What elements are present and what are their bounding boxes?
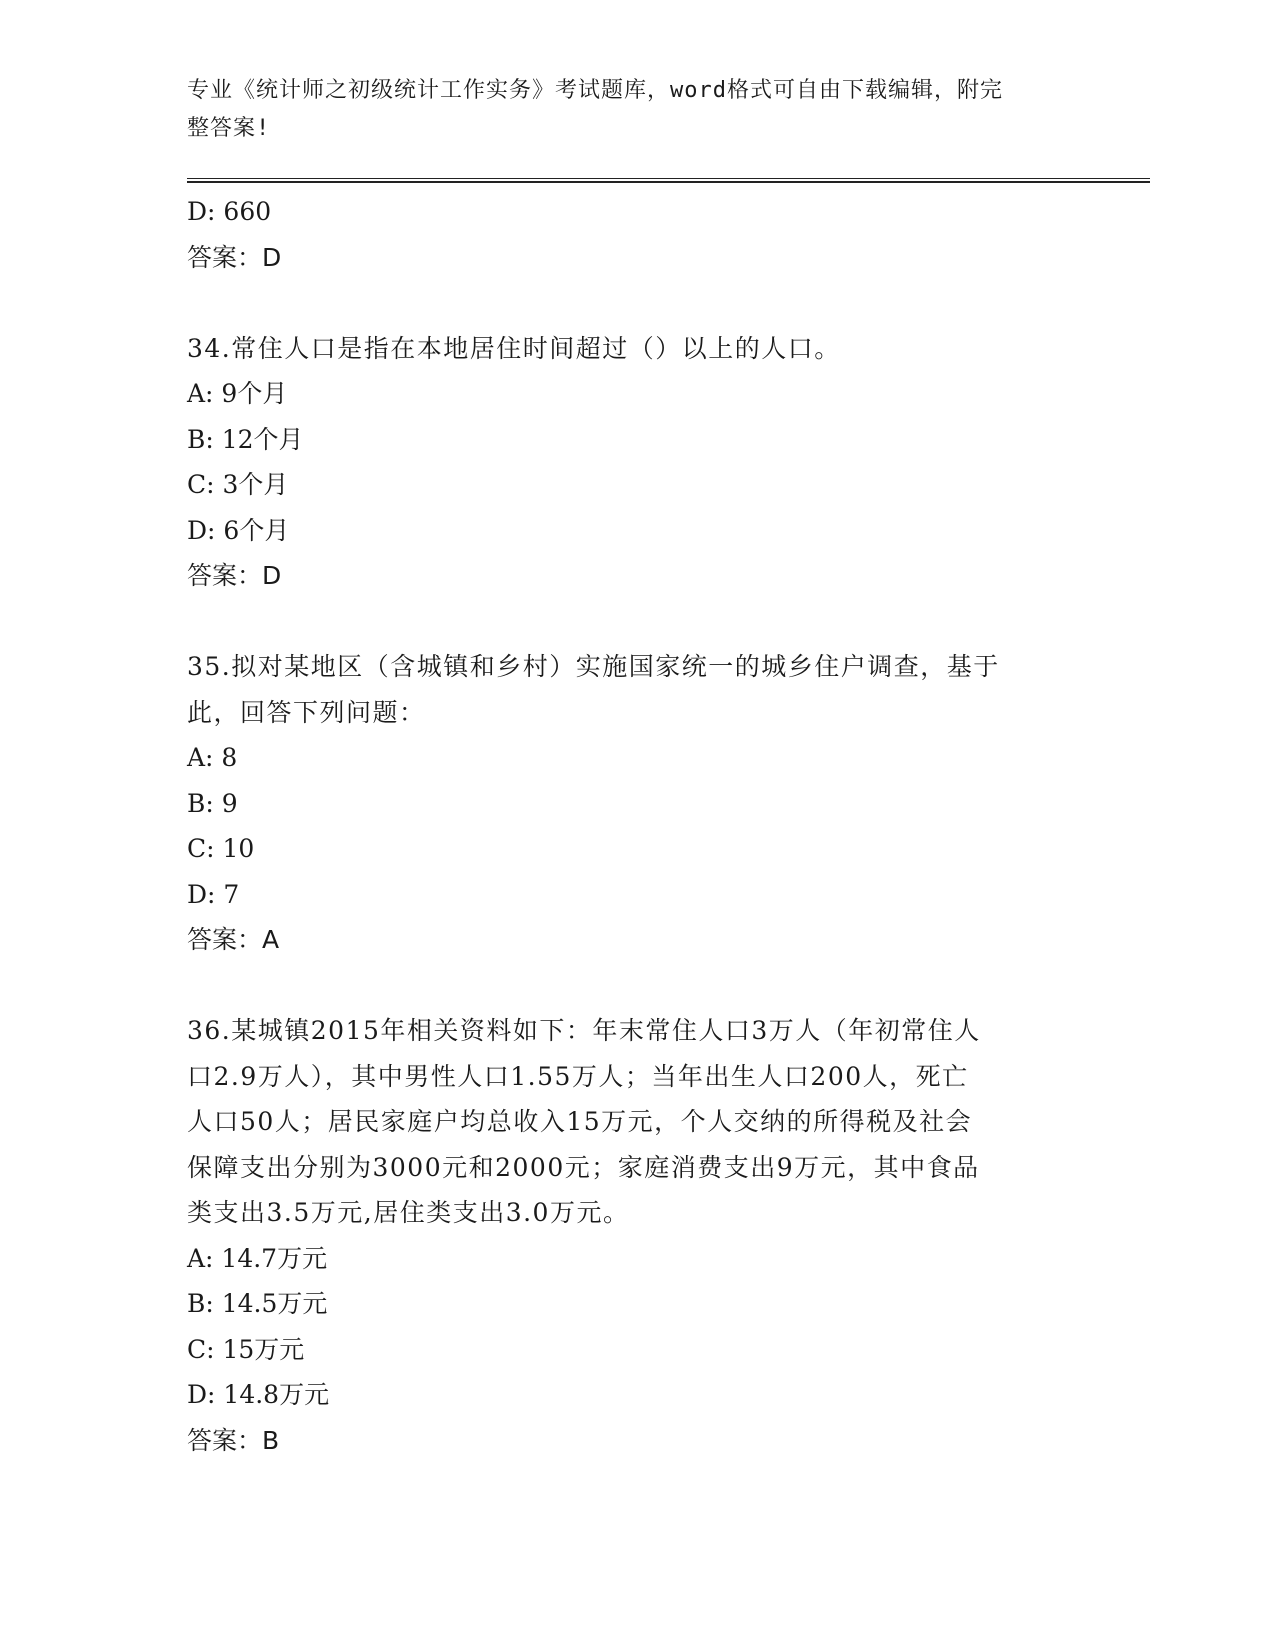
prev-answer: 答案：D <box>187 242 282 272</box>
header-line-2: 整答案! <box>187 116 271 141</box>
answer-label: 答案：B <box>187 1425 280 1455</box>
header-line-1: 专业《统计师之初级统计工作实务》考试题库，word格式可自由下载编辑，附完 <box>187 78 1003 103</box>
question-list <box>187 189 1087 1463</box>
option-c: C: 10 <box>187 834 255 863</box>
spacer <box>187 280 1087 326</box>
answer-label: 答案：A <box>187 925 280 954</box>
prev-option-d: D: 660 <box>187 197 272 226</box>
option-a: A: 9个月 <box>187 379 288 408</box>
question-text-line-5: 类支出3.5万元,居住类支出3.0万元。 <box>187 1198 630 1227</box>
header-divider-thick <box>187 181 1150 183</box>
question-text: 34.常住人口是指在本地居住时间超过（）以上的人口。 <box>187 333 841 363</box>
answer-label: 答案：D <box>187 561 282 590</box>
question-36 <box>187 1008 1087 1463</box>
question-text-line-3: 人口50人；居民家庭户均总收入15万元，个人交纳的所得税及社会 <box>187 1107 973 1136</box>
option-a: A: 8 <box>187 743 238 772</box>
option-d: D: 14.8万元 <box>187 1380 330 1409</box>
option-a: A: 14.7万元 <box>187 1243 328 1273</box>
question-text-line-2: 口2.9万人），其中男性人口1.55万人；当年出生人口200人，死亡 <box>187 1061 969 1091</box>
option-b: B: 14.5万元 <box>187 1289 328 1318</box>
option-b: B: 12个月 <box>187 424 304 454</box>
header-divider-thin <box>187 178 1150 179</box>
question-35 <box>187 644 1087 963</box>
option-d: D: 7 <box>187 879 240 909</box>
document-header <box>187 72 1067 148</box>
question-text-line-1: 36.某城镇2015年相关资料如下：年末常住人口3万人（年初常住人 <box>187 1016 981 1045</box>
option-b: B: 9 <box>187 788 238 818</box>
spacer <box>187 963 1087 1009</box>
option-c: C: 15万元 <box>187 1334 305 1364</box>
spacer <box>187 599 1087 645</box>
option-d: D: 6个月 <box>187 515 290 545</box>
question-text-line-2: 此，回答下列问题： <box>187 697 426 727</box>
question-text-line-4: 保障支出分别为3000元和2000元；家庭消费支出9万元，其中食品 <box>187 1152 980 1182</box>
option-c: C: 3个月 <box>187 470 289 499</box>
question-text-line-1: 35.拟对某地区（含城镇和乡村）实施国家统一的城乡住户调查，基于 <box>187 652 1000 681</box>
question-34 <box>187 326 1087 599</box>
